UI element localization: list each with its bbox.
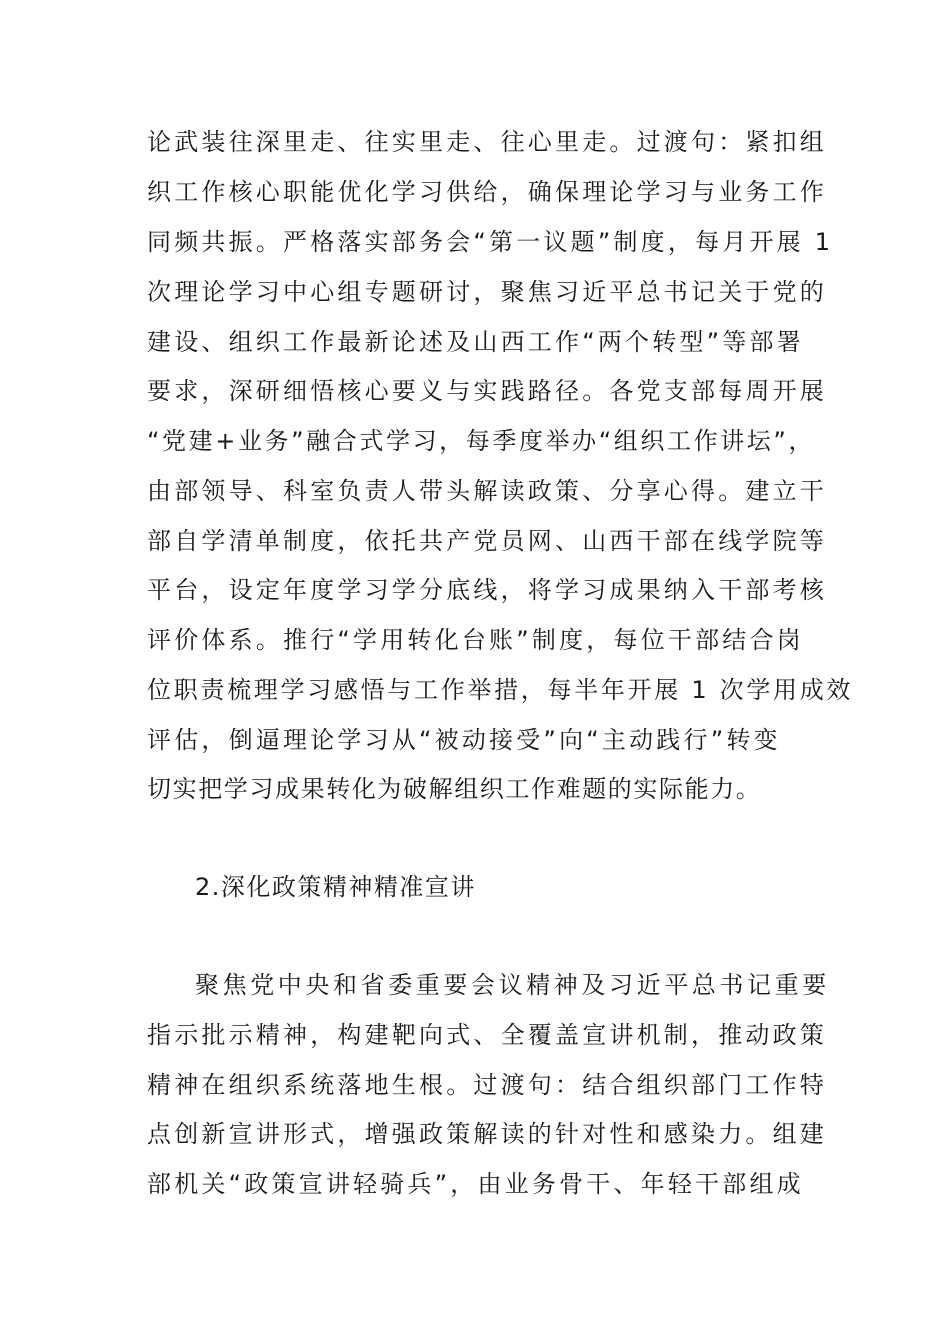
paragraph-2-line: 点创新宣讲形式，增强政策解读的针对性和感染力。组建 [147,1120,827,1148]
paragraph-1-line: 切实把学习成果转化为破解组织工作难题的实际能力。 [147,775,762,803]
paragraph-1-line: 平台，设定年度学习学分底线，将学习成果纳入干部考核 [147,576,827,604]
paragraph-2-line: 精神在组织系统落地生根。过渡句：结合组织部门工作特 [147,1071,827,1099]
paragraph-1-line: 次理论学习中心组专题研讨，聚焦习近平总书记关于党的 [147,278,827,306]
paragraph-1-line: “党建+业务”融合式学习，每季度举办“组织工作讲坛”， [147,427,816,455]
paragraph-1-line: 织工作核心职能优化学习供给，确保理论学习与业务工作 [147,178,827,206]
paragraph-2-line: 指示批示精神，构建靶向式、全覆盖宣讲机制，推动政策 [147,1021,827,1049]
paragraph-1-line: 建设、组织工作最新论述及山西工作“两个转型”等部署 [147,328,804,356]
paragraph-2-line: 聚焦党中央和省委重要会议精神及习近平总书记重要 [195,971,830,999]
paragraph-1-line: 评价体系。推行“学用转化台账”制度，每位干部结合岗 [147,626,804,654]
section-heading: 2.深化政策精神精准宣讲 [195,873,476,901]
paragraph-1-line: 由部领导、科室负责人带头解读政策、分享心得。建立干 [147,477,827,505]
paragraph-1-line: 同频共振。严格落实部务会“第一议题”制度，每月开展 1 [147,228,834,256]
paragraph-1-line: 部自学清单制度，依托共产党员网、山西干部在线学院等 [147,527,827,555]
paragraph-1-line: 评估，倒逼理论学习从“被动接受”向“主动践行”转变 [147,726,781,754]
paragraph-1-line: 位职责梳理学习感悟与工作举措，每半年开展 1 次学用成效 [147,676,854,704]
paragraph-2-line: 部机关“政策宣讲轻骑兵”，由业务骨干、年轻干部组成 [147,1170,804,1198]
paragraph-1-line: 论武装往深里走、往实里走、往心里走。过渡句：紧扣组 [147,128,827,156]
paragraph-1-line: 要求，深研细悟核心要义与实践路径。各党支部每周开展 [147,377,827,405]
